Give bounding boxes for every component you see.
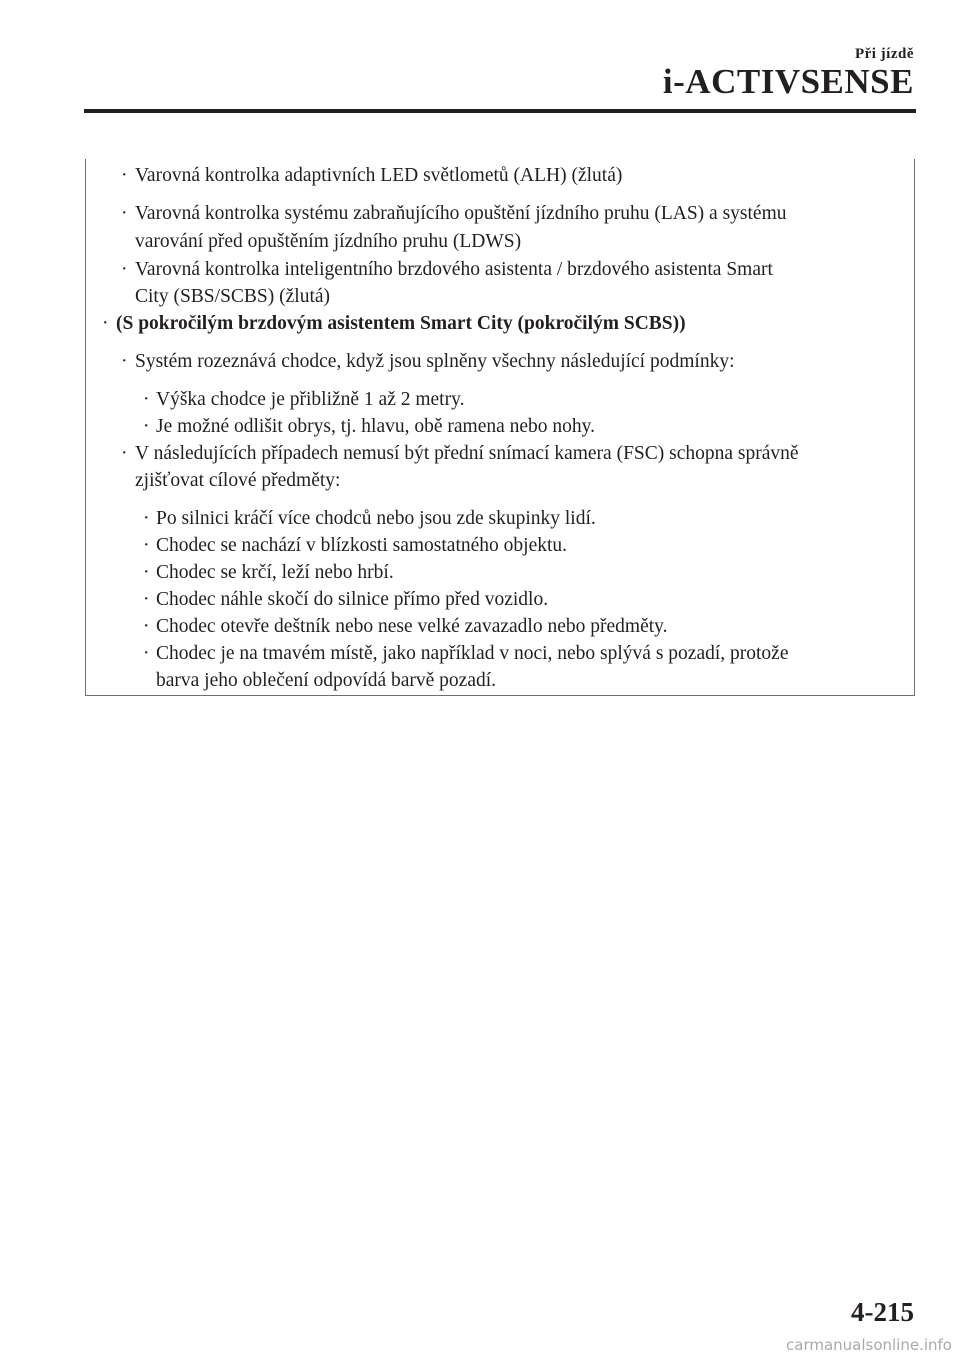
list-item: Varovná kontrolka systému zabraňujícího opuštění jízdního pruhu (LAS) a systému (135, 203, 787, 224)
bullet: · (143, 643, 150, 664)
header-title: i-ACTIVSENSE (662, 62, 914, 101)
bullet: · (121, 259, 128, 280)
bullet: · (143, 416, 150, 437)
list-item: Varovná kontrolka adaptivních LED světlometů (ALH) (žlutá) (135, 165, 623, 186)
list-item: Chodec otevře deštník nebo nese velké zavazadlo nebo předměty. (156, 616, 668, 637)
bullet: · (143, 616, 150, 637)
bullet: · (102, 313, 109, 334)
header-section-label: Při jízdě (854, 46, 914, 62)
bullet: · (143, 535, 150, 556)
watermark: carmanualsonline.info (786, 1336, 952, 1354)
list-item-continuation: City (SBS/SCBS) (žlutá) (135, 286, 331, 307)
section-heading: (S pokročilým brzdovým asistentem Smart City (pokročilým SCBS)) (116, 313, 686, 334)
list-item: Je možné odlišit obrys, tj. hlavu, obě ramena nebo nohy. (156, 416, 596, 437)
list-item: Chodec se krčí, leží nebo hrbí. (156, 562, 394, 583)
list-item: Po silnici kráčí více chodců nebo jsou zde skupinky lidí. (156, 508, 596, 529)
header-rule (84, 109, 916, 113)
list-item: V následujících případech nemusí být přední snímací kamera (FSC) schopna správně (135, 443, 799, 464)
list-item-continuation: varování před opuštěním jízdního pruhu (LDWS) (135, 231, 522, 252)
list-item: Chodec náhle skočí do silnice přímo před vozidlo. (156, 589, 549, 610)
page-number: 4-215 (851, 1297, 914, 1327)
list-item-continuation: zjišťovat cílové předměty: (135, 470, 341, 491)
list-item: Varovná kontrolka inteligentního brzdového asistenta / brzdového asistenta Smart (135, 259, 773, 280)
list-item: Chodec je na tmavém místě, jako například v noci, nebo splývá s pozadí, protože (156, 643, 789, 664)
bullet: · (143, 508, 150, 529)
list-item-continuation: barva jeho oblečení odpovídá barvě pozadí. (156, 670, 497, 691)
bullet: · (143, 589, 150, 610)
list-item: Výška chodce je přibližně 1 až 2 metry. (156, 389, 465, 410)
bullet: · (121, 203, 128, 224)
bullet: · (143, 389, 150, 410)
bullet: · (121, 165, 128, 186)
list-item: Systém rozeznává chodce, když jsou splněny všechny následující podmínky: (135, 351, 735, 372)
bullet: · (121, 443, 128, 464)
list-item: Chodec se nachází v blízkosti samostatného objektu. (156, 535, 568, 556)
bullet: · (121, 351, 128, 372)
bullet: · (143, 562, 150, 583)
